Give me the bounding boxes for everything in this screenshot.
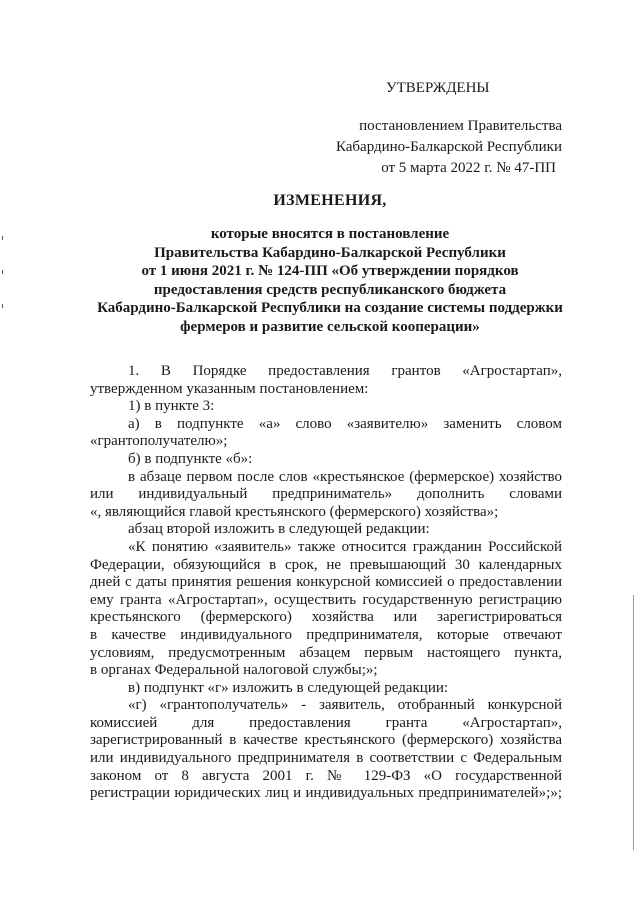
document-title: ИЗМЕНЕНИЯ, — [273, 192, 387, 209]
body-line: в органах Федеральной налоговой службы;»; — [90, 662, 378, 679]
scan-edge-line — [633, 595, 634, 850]
margin-tick — [2, 270, 3, 274]
body-line: абзац второй изложить в следующей редакции: — [128, 521, 430, 538]
body-line: утвержденном указанным постановлением: — [90, 380, 369, 397]
body-line: а) в подпункте «а» слово «заявителю» заменить словом — [128, 415, 562, 432]
approval-block — [300, 78, 562, 179]
body-line: зарегистрированный в качестве крестьянского (фермерского) хозяйства — [90, 732, 562, 749]
subtitle-line: фермеров и развитие сельской кооперации» — [180, 318, 480, 335]
margin-marks — [2, 236, 4, 338]
body-line: 1) в пункте 3: — [128, 398, 215, 415]
body-line: «грантополучателю»; — [90, 433, 228, 450]
subtitle-line: которые вносятся в постановление — [210, 226, 450, 242]
subtitle-line: Кабардино-Балкарской Республики на создание системы поддержки — [97, 300, 563, 316]
approval-line: Кабардино-Балкарской Республики — [335, 139, 562, 155]
body-line: или индивидуального предпринимателя в соответствии с Федеральным — [90, 750, 562, 767]
approval-line: от 5 марта 2022 г. № 47-ПП — [381, 160, 556, 176]
margin-tick — [2, 236, 3, 240]
body-line: «, являющийся главой крестьянского (фермерского) хозяйства»; — [90, 503, 499, 520]
body-line: крестьянского (фермерского) хозяйства или зарегистрироваться — [90, 609, 562, 626]
subtitle-line: от 1 июня 2021 г. № 124-ПП «Об утверждении порядков — [141, 263, 519, 279]
margin-tick — [2, 304, 3, 308]
subtitle-line: Правительства Кабардино-Балкарской Республики — [154, 244, 506, 261]
body-line: или индивидуальный предприниматель» дополнить словами — [90, 486, 562, 503]
body-line: условиям, предусмотренным абзацем первым настоящего пункта, — [90, 644, 562, 661]
body-line: б) в подпункте «б»: — [128, 450, 253, 467]
body-line: в качестве индивидуального предпринимателя, которые отвечают — [90, 626, 562, 643]
body-line: 1. В Порядке предоставления грантов «Агростартап», — [128, 363, 562, 379]
body-line: в абзаце первом после слов «крестьянское (фермерское) хозяйство — [128, 468, 562, 485]
document-subtitle — [60, 225, 600, 336]
body-line: в) подпункт «г» изложить в следующей редакции: — [128, 679, 449, 696]
body-line: регистрации юридических лиц и индивидуальных предпринимателей»;»; — [90, 785, 562, 802]
approval-line: постановлением Правительства — [359, 118, 562, 134]
body-line: «г) «грантополучатель» - заявитель, отобранный конкурсной — [128, 697, 562, 714]
body-line: «К понятию «заявитель» также относится гражданин Российской — [128, 538, 562, 555]
body-line: комиссией для предоставления гранта «Агростартап», — [90, 714, 562, 731]
document-body — [90, 363, 562, 803]
approval-heading: УТВЕРЖДЕНЫ — [386, 80, 490, 96]
body-line: дней с даты принятия решения конкурсной комиссией о предоставлении — [90, 574, 562, 591]
body-line: ему гранта «Агростартап», осуществить государственную регистрацию — [90, 591, 562, 608]
body-line: законом от 8 августа 2001 г. № 129-ФЗ «О государственной — [90, 767, 562, 784]
subtitle-line: предоставления средств республиканского бюджета — [153, 281, 507, 298]
body-line: Федерации, обязующийся в срок, не превышающий 30 календарных — [90, 556, 562, 573]
